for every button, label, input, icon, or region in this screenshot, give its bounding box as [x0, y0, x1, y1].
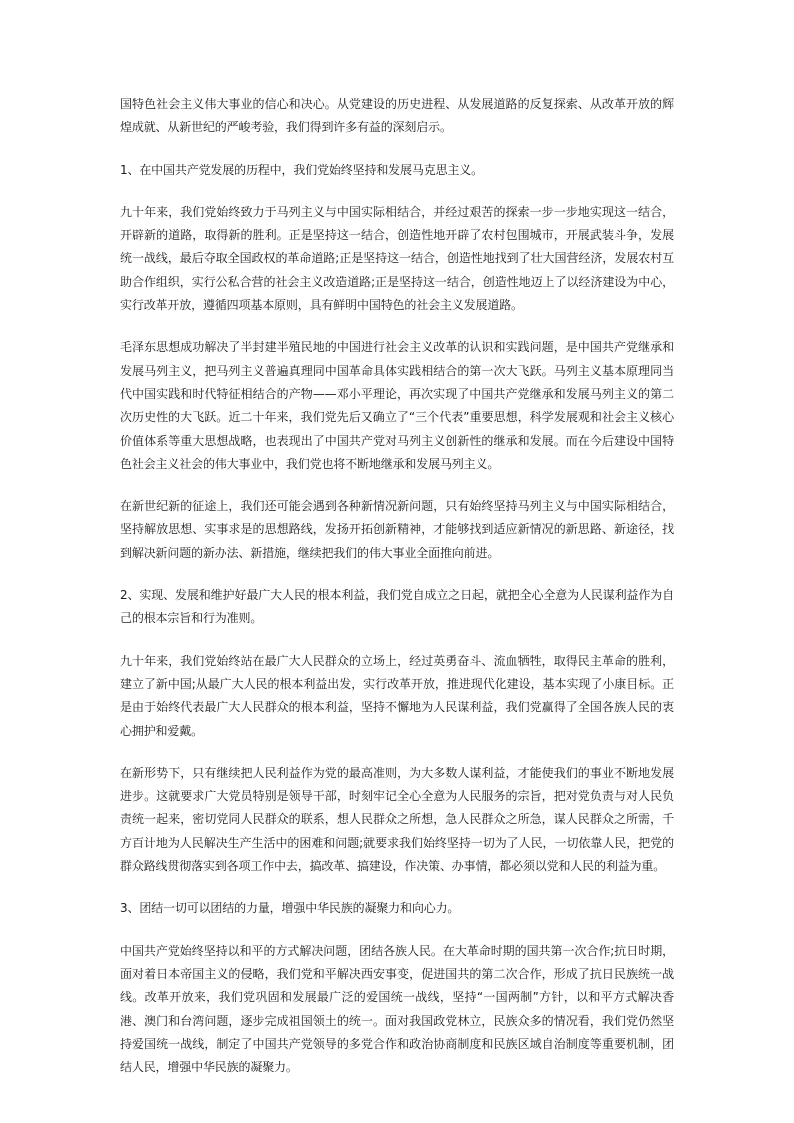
paragraph-1c: 在新世纪新的征途上，我们还可能会遇到各种新情况新问题，只有始终坚持马列主义与中国实际相结合，坚持解放思想、实事求是的思想路线，发扬开拓创新精神，才能够找到适应新情况的新思路、新途径，找到解决新问题的新办法、新措施，继续把我们的伟大事业全面推向前进。: [120, 499, 674, 560]
paragraph-3a: 中国共产党始终坚持以和平的方式解决问题，团结各族人民。在大革命时期的国共第一次合作;抗日时期，面对着日本帝国主义的侵略，我们党和平解决西安事变，促进国共的第二次合作，形成了抗日民族统一战线。改革开放来，我们党巩固和发展最广泛的爱国统一战线，坚持“一国两制”方针，以和平方式解决香港、澳门和台湾问题，逐步完成祖国领土的统一。面对我国政党林立，民族众多的情况看，我们党仍然坚持爱国统一战线，制定了中国共产党领导的多党合作和政治协商制度和民族区域自治制度等重要机制，团结人民，增强中华民族的凝聚力。: [120, 943, 674, 1075]
paragraph-2b: 在新形势下，只有继续把人民利益作为党的最高准则，为大多数人谋利益，才能使我们的事业不断地发展进步。这就要求广大党员特别是领导干部，时刻牢记全心全意为人民服务的宗旨，把对党负责与对人民负责统一起来，密切党同人民群众的联系，想人民群众之所想，急人民群众之所急，谋人民群众之所需，千方百计地为人民解决生产生活中的困难和问题;就要求我们始终坚持一切为了人民，一切依靠人民，把党的群众路线贯彻落实到各项工作中去，搞改革、搞建设，作决策、办事情，都必须以党和人民的利益为重。: [120, 765, 674, 874]
document-page: [120, 93, 674, 1098]
paragraph-1b: 毛泽东思想成功解决了半封建半殖民地的中国进行社会主义改革的认识和实践问题，是中国共产党继承和发展马列主义，把马列主义普遍真理同中国革命具体实践相结合的第一次大飞跃。马列主义基本原理同当代中国实践和时代特征相结合的产物——邓小平理论，再次实现了中国共产党继承和发展马列主义的第二次历史性的大飞跃。近二十年来，我们党先后又确立了“三个代表”重要思想，科学发展观和社会主义核心价值体系等重大思想战略，也表现出了中国共产党对马列主义创新性的继承和发展。而在今后建设中国特色社会主义社会的伟大事业中，我们党也将不断地继承和发展马列主义。: [120, 340, 674, 471]
section-heading-2: 2、实现、发展和维护好最广大人民的根本利益，我们党自成立之日起，就把全心全意为人民谋利益作为自己的根本宗旨和行为准则。: [120, 588, 674, 626]
section-heading-3: 3、团结一切可以团结的力量，增强中华民族的凝聚力和向心力。: [120, 901, 460, 916]
paragraph-intro: 国特色社会主义伟大事业的信心和决心。从党建设的历史进程、从发展道路的反复探索、从改革开放的辉煌成就、从新世纪的严峻考验，我们得到许多有益的深刻启示。: [120, 97, 674, 135]
paragraph-1a: 九十年来，我们党始终致力于马列主义与中国实际相结合，并经过艰苦的探索一步一步地实现这一结合，开辟新的道路，取得新的胜利。正是坚持这一结合，创造性地开辟了农村包围城市，开展武装斗争，发展统一战线，最后夺取全国政权的革命道路;正是坚持这一结合，创造性地找到了壮大国营经济，发展农村互助合作组织，实行公私合营的社会主义改造道路;正是坚持这一结合，创造性地迈上了以经济建设为中心，实行改革开放，遵循四项基本原则，具有鲜明中国特色的社会主义发展道路。: [120, 204, 674, 313]
paragraph-2a: 九十年来，我们党始终站在最广大人民群众的立场上，经过英勇奋斗、流血牺牲，取得民主革命的胜利，建立了新中国;从最广大人民的根本利益出发，实行改革开放，推进现代化建设，基本实现了小康目标。正是由于始终代表最广大人民群众的根本利益，坚持不懈地为人民谋利益，我们党赢得了全国各族人民的衷心拥护和爱戴。: [120, 653, 674, 738]
section-heading-1: 1、在中国共产党发展的历程中，我们党始终坚持和发展马克思主义。: [120, 162, 483, 177]
